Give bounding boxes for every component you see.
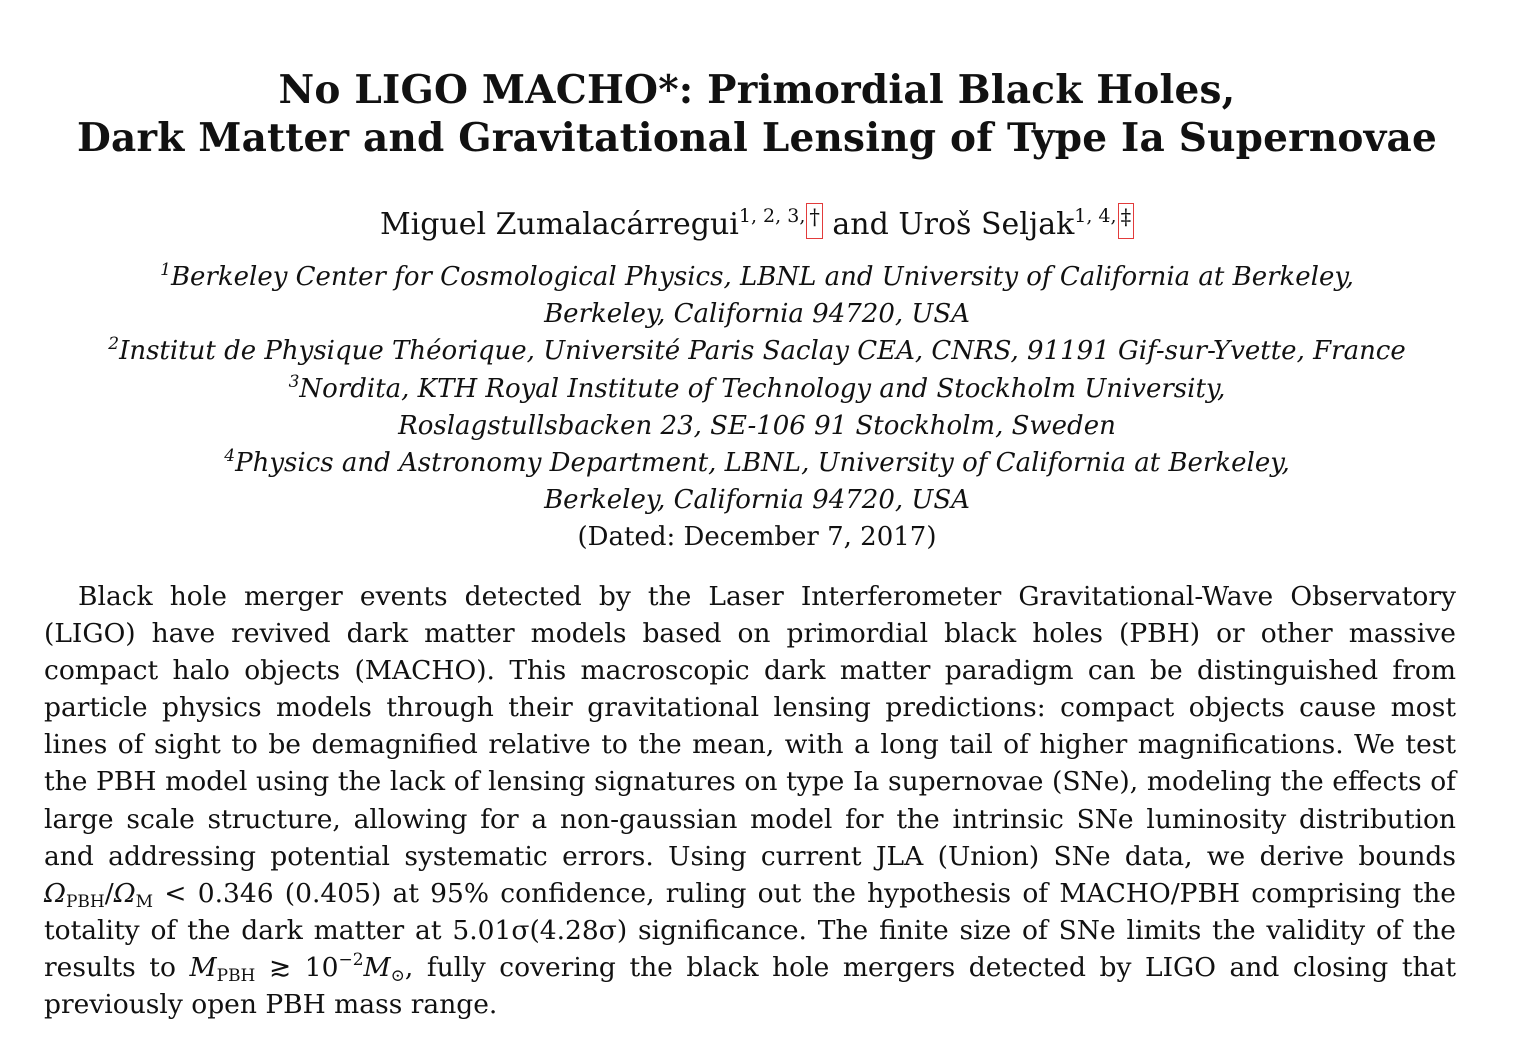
footnote-link-dagger[interactable]: † [806, 203, 823, 239]
author-2-affiliations: 1, 4, [1074, 205, 1117, 227]
significance-jla: 5.01σ [452, 914, 530, 946]
affiliation-4-number: 4 [224, 446, 236, 467]
omega-symbol: Ω [44, 877, 66, 909]
author-1-name: Miguel Zumalacárregui [379, 207, 739, 242]
title-line-1: No LIGO MACHO*: Primordial Black Holes, [278, 67, 1236, 113]
affiliation-1-line-2: Berkeley, California 94720, USA [544, 299, 970, 330]
title-line-2: Dark Matter and Gravitational Lensing of Type Ia Supernovae [76, 115, 1437, 161]
author-2-name: Uroš Seljak [898, 207, 1075, 242]
abstract-text-3: , fully covering the black hole mergers detected by LIGO and closing that previously open PBH mass range. [44, 951, 1456, 1021]
author-list [0, 203, 1514, 247]
affiliation-2 [0, 333, 1514, 370]
m-subscript: M [135, 891, 154, 912]
affiliation-3 [0, 371, 1514, 408]
affiliation-4-line-2: Berkeley, California 94720, USA [544, 485, 970, 516]
sun-subscript: ⊙ [390, 965, 405, 986]
author-conjunction: and [832, 207, 889, 242]
mass-pbh-subscript: PBH [216, 965, 256, 986]
abstract-text-1: Black hole merger events detected by the Laser Interferometer Gravitational-Wave Observatory (LIGO) have revived dark matter models based on primordial black holes (PBH) or other massive compact halo objects (MACHO). This macroscopic dark matter paradigm can be distinguished from particle physics models through their gravitational lensing predictions: compact objects cause most lines of sight to be demagnified relative to the mean, with a long tail of higher magnifications. We test the PBH model using the lack of lensing signatures on type Ia supernovae (SNe), modeling the effects of large scale structure, allowing for a non-gaussian model for the intrinsic SNe luminosity distribution and addressing potential systematic errors. Using current JLA (Union) SNe data, we derive bounds [44, 581, 1456, 872]
affiliations [0, 259, 1514, 557]
paper-title [0, 66, 1514, 162]
significance-union: (4.28σ) [529, 914, 628, 946]
affiliation-2-line-1: Institut de Physique Théorique, Université Paris Saclay CEA, CNRS, 91191 Gif-sur-Yvette, France [119, 336, 1406, 367]
mass-symbol: M [189, 951, 217, 983]
affiliation-4-line-1: Physics and Astronomy Department, LBNL, University of California at Berkeley, [235, 448, 1290, 479]
pbh-subscript: PBH [65, 891, 105, 912]
footnote-link-double-dagger[interactable]: ‡ [1118, 203, 1135, 239]
affiliation-3-number: 3 [288, 371, 300, 392]
affiliation-2-number: 2 [108, 334, 120, 355]
affiliation-1-number: 1 [160, 260, 171, 280]
abstract-bound-text: < 0.346 (0.405) at 95% confidence, ruling out the hypothesis of MACHO/PBH comprising the totality of the dark matter at [44, 877, 1456, 946]
fraction-slash: / [104, 877, 114, 909]
author-1-affiliations: 1, 2, 3, [738, 205, 806, 227]
affiliation-1 [0, 259, 1514, 296]
affiliation-1-line-1: Berkeley Center for Cosmological Physics, LBNL and University of California at Berkeley, [170, 262, 1354, 292]
omega-symbol-2: Ω [113, 877, 136, 909]
abstract-text-2: significance. The finite size of SNe limits the validity of the results to [44, 914, 1456, 983]
mass-relation: ≳ 10 [255, 951, 339, 983]
abstract [44, 578, 1456, 1023]
affiliation-3-line-1: Nordita, KTH Royal Institute of Technology and Stockholm University, [299, 373, 1226, 404]
mass-exponent: −2 [338, 949, 364, 970]
date-line: (Dated: December 7, 2017) [577, 522, 937, 553]
solar-mass-symbol: M [363, 951, 391, 983]
affiliation-3-line-2: Roslagstullsbacken 23, SE-106 91 Stockholm, Sweden [398, 410, 1116, 441]
affiliation-4 [0, 445, 1514, 482]
